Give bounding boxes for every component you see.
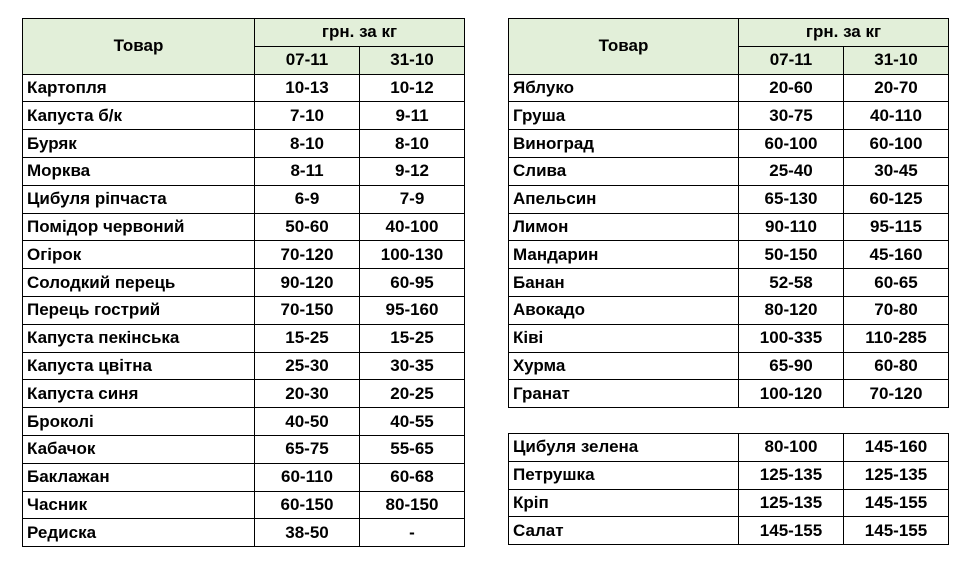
unit-header: грн. за кг <box>255 19 465 47</box>
price-07-11-cell: 90-110 <box>739 213 844 241</box>
vegetables-price-table <box>22 18 465 547</box>
price-07-11-cell: 100-335 <box>739 324 844 352</box>
table-row <box>509 102 949 130</box>
table-row <box>23 185 465 213</box>
price-31-10-cell: 145-155 <box>844 489 949 517</box>
table-row <box>509 489 949 517</box>
table-row <box>509 269 949 297</box>
product-name-cell: Капуста цвітна <box>23 352 255 380</box>
table-row <box>23 130 465 158</box>
table-row <box>23 241 465 269</box>
table-row <box>23 74 465 102</box>
product-name-cell: Солодкий перець <box>23 269 255 297</box>
price-31-10-cell: 95-115 <box>844 213 949 241</box>
product-name-cell: Мандарин <box>509 241 739 269</box>
table-row <box>23 269 465 297</box>
price-07-11-cell: 8-11 <box>255 157 360 185</box>
price-07-11-cell: 25-40 <box>739 157 844 185</box>
price-07-11-cell: 7-10 <box>255 102 360 130</box>
table-row <box>509 130 949 158</box>
product-name-cell: Морква <box>23 157 255 185</box>
product-name-cell: Перець гострий <box>23 296 255 324</box>
price-07-11-cell: 15-25 <box>255 324 360 352</box>
price-07-11-cell: 80-100 <box>739 434 844 462</box>
price-07-11-cell: 10-13 <box>255 74 360 102</box>
price-31-10-cell: 9-11 <box>360 102 465 130</box>
price-31-10-cell: 45-160 <box>844 241 949 269</box>
price-31-10-cell: 60-80 <box>844 352 949 380</box>
table-row <box>23 352 465 380</box>
price-31-10-cell: 100-130 <box>360 241 465 269</box>
price-07-11-cell: 20-30 <box>255 380 360 408</box>
table-row <box>509 74 949 102</box>
table-row <box>509 434 949 462</box>
price-31-10-cell: 70-80 <box>844 296 949 324</box>
price-07-11-cell: 80-120 <box>739 296 844 324</box>
price-07-11-cell: 125-135 <box>739 461 844 489</box>
price-31-10-cell: - <box>360 519 465 547</box>
price-07-11-cell: 125-135 <box>739 489 844 517</box>
date1-header: 07-11 <box>255 46 360 74</box>
table-row <box>509 324 949 352</box>
table-row <box>509 461 949 489</box>
table-row <box>509 213 949 241</box>
price-07-11-cell: 40-50 <box>255 408 360 436</box>
table-row <box>23 102 465 130</box>
price-31-10-cell: 10-12 <box>360 74 465 102</box>
table-row <box>23 435 465 463</box>
product-name-cell: Яблуко <box>509 74 739 102</box>
price-07-11-cell: 20-60 <box>739 74 844 102</box>
product-name-cell: Виноград <box>509 130 739 158</box>
table-row <box>509 241 949 269</box>
price-07-11-cell: 30-75 <box>739 102 844 130</box>
product-name-cell: Лимон <box>509 213 739 241</box>
product-name-cell: Кріп <box>509 489 739 517</box>
product-name-cell: Апельсин <box>509 185 739 213</box>
product-name-cell: Капуста б/к <box>23 102 255 130</box>
table-row <box>23 463 465 491</box>
price-07-11-cell: 65-130 <box>739 185 844 213</box>
price-31-10-cell: 40-110 <box>844 102 949 130</box>
table-row <box>509 157 949 185</box>
product-name-cell: Редиска <box>23 519 255 547</box>
table-row <box>23 380 465 408</box>
table-row <box>23 213 465 241</box>
price-07-11-cell: 8-10 <box>255 130 360 158</box>
product-name-cell: Салат <box>509 517 739 545</box>
price-07-11-cell: 65-75 <box>255 435 360 463</box>
product-name-cell: Баклажан <box>23 463 255 491</box>
price-31-10-cell: 110-285 <box>844 324 949 352</box>
price-07-11-cell: 60-110 <box>255 463 360 491</box>
table-row <box>23 491 465 519</box>
date1-header: 07-11 <box>739 46 844 74</box>
price-31-10-cell: 60-100 <box>844 130 949 158</box>
product-name-cell: Слива <box>509 157 739 185</box>
price-31-10-cell: 60-68 <box>360 463 465 491</box>
product-header: Товар <box>23 19 255 75</box>
table-row <box>23 324 465 352</box>
price-07-11-cell: 52-58 <box>739 269 844 297</box>
product-name-cell: Хурма <box>509 352 739 380</box>
product-name-cell: Петрушка <box>509 461 739 489</box>
product-name-cell: Броколі <box>23 408 255 436</box>
price-31-10-cell: 15-25 <box>360 324 465 352</box>
unit-header: грн. за кг <box>739 19 949 47</box>
table-row <box>509 185 949 213</box>
price-31-10-cell: 80-150 <box>360 491 465 519</box>
price-31-10-cell: 60-95 <box>360 269 465 297</box>
product-name-cell: Кабачок <box>23 435 255 463</box>
table-row <box>509 296 949 324</box>
price-07-11-cell: 100-120 <box>739 380 844 408</box>
date2-header: 31-10 <box>844 46 949 74</box>
product-name-cell: Огірок <box>23 241 255 269</box>
product-header: Товар <box>509 19 739 75</box>
product-name-cell: Гранат <box>509 380 739 408</box>
table-row <box>509 352 949 380</box>
date2-header: 31-10 <box>360 46 465 74</box>
price-07-11-cell: 70-150 <box>255 296 360 324</box>
product-name-cell: Цибуля ріпчаста <box>23 185 255 213</box>
table-row <box>509 380 949 408</box>
product-name-cell: Груша <box>509 102 739 130</box>
table-row <box>23 519 465 547</box>
price-31-10-cell: 30-35 <box>360 352 465 380</box>
table-row <box>23 296 465 324</box>
table-row <box>23 157 465 185</box>
product-name-cell: Ківі <box>509 324 739 352</box>
fruits-price-table <box>508 18 949 408</box>
price-07-11-cell: 6-9 <box>255 185 360 213</box>
greens-price-table <box>508 433 949 545</box>
table-row <box>509 517 949 545</box>
price-31-10-cell: 145-160 <box>844 434 949 462</box>
price-07-11-cell: 70-120 <box>255 241 360 269</box>
product-name-cell: Цибуля зелена <box>509 434 739 462</box>
table-row <box>23 408 465 436</box>
product-name-cell: Картопля <box>23 74 255 102</box>
price-31-10-cell: 40-100 <box>360 213 465 241</box>
price-31-10-cell: 55-65 <box>360 435 465 463</box>
price-31-10-cell: 60-125 <box>844 185 949 213</box>
price-07-11-cell: 90-120 <box>255 269 360 297</box>
price-07-11-cell: 145-155 <box>739 517 844 545</box>
price-31-10-cell: 70-120 <box>844 380 949 408</box>
product-name-cell: Буряк <box>23 130 255 158</box>
price-07-11-cell: 50-150 <box>739 241 844 269</box>
price-31-10-cell: 145-155 <box>844 517 949 545</box>
price-31-10-cell: 40-55 <box>360 408 465 436</box>
price-31-10-cell: 60-65 <box>844 269 949 297</box>
price-31-10-cell: 95-160 <box>360 296 465 324</box>
price-31-10-cell: 20-70 <box>844 74 949 102</box>
product-name-cell: Капуста пекінська <box>23 324 255 352</box>
product-name-cell: Банан <box>509 269 739 297</box>
price-31-10-cell: 20-25 <box>360 380 465 408</box>
price-07-11-cell: 65-90 <box>739 352 844 380</box>
price-31-10-cell: 125-135 <box>844 461 949 489</box>
product-name-cell: Часник <box>23 491 255 519</box>
product-name-cell: Капуста синя <box>23 380 255 408</box>
price-31-10-cell: 30-45 <box>844 157 949 185</box>
price-31-10-cell: 8-10 <box>360 130 465 158</box>
price-07-11-cell: 50-60 <box>255 213 360 241</box>
price-31-10-cell: 7-9 <box>360 185 465 213</box>
price-07-11-cell: 38-50 <box>255 519 360 547</box>
price-07-11-cell: 25-30 <box>255 352 360 380</box>
price-07-11-cell: 60-100 <box>739 130 844 158</box>
product-name-cell: Помідор червоний <box>23 213 255 241</box>
price-31-10-cell: 9-12 <box>360 157 465 185</box>
price-07-11-cell: 60-150 <box>255 491 360 519</box>
product-name-cell: Авокадо <box>509 296 739 324</box>
